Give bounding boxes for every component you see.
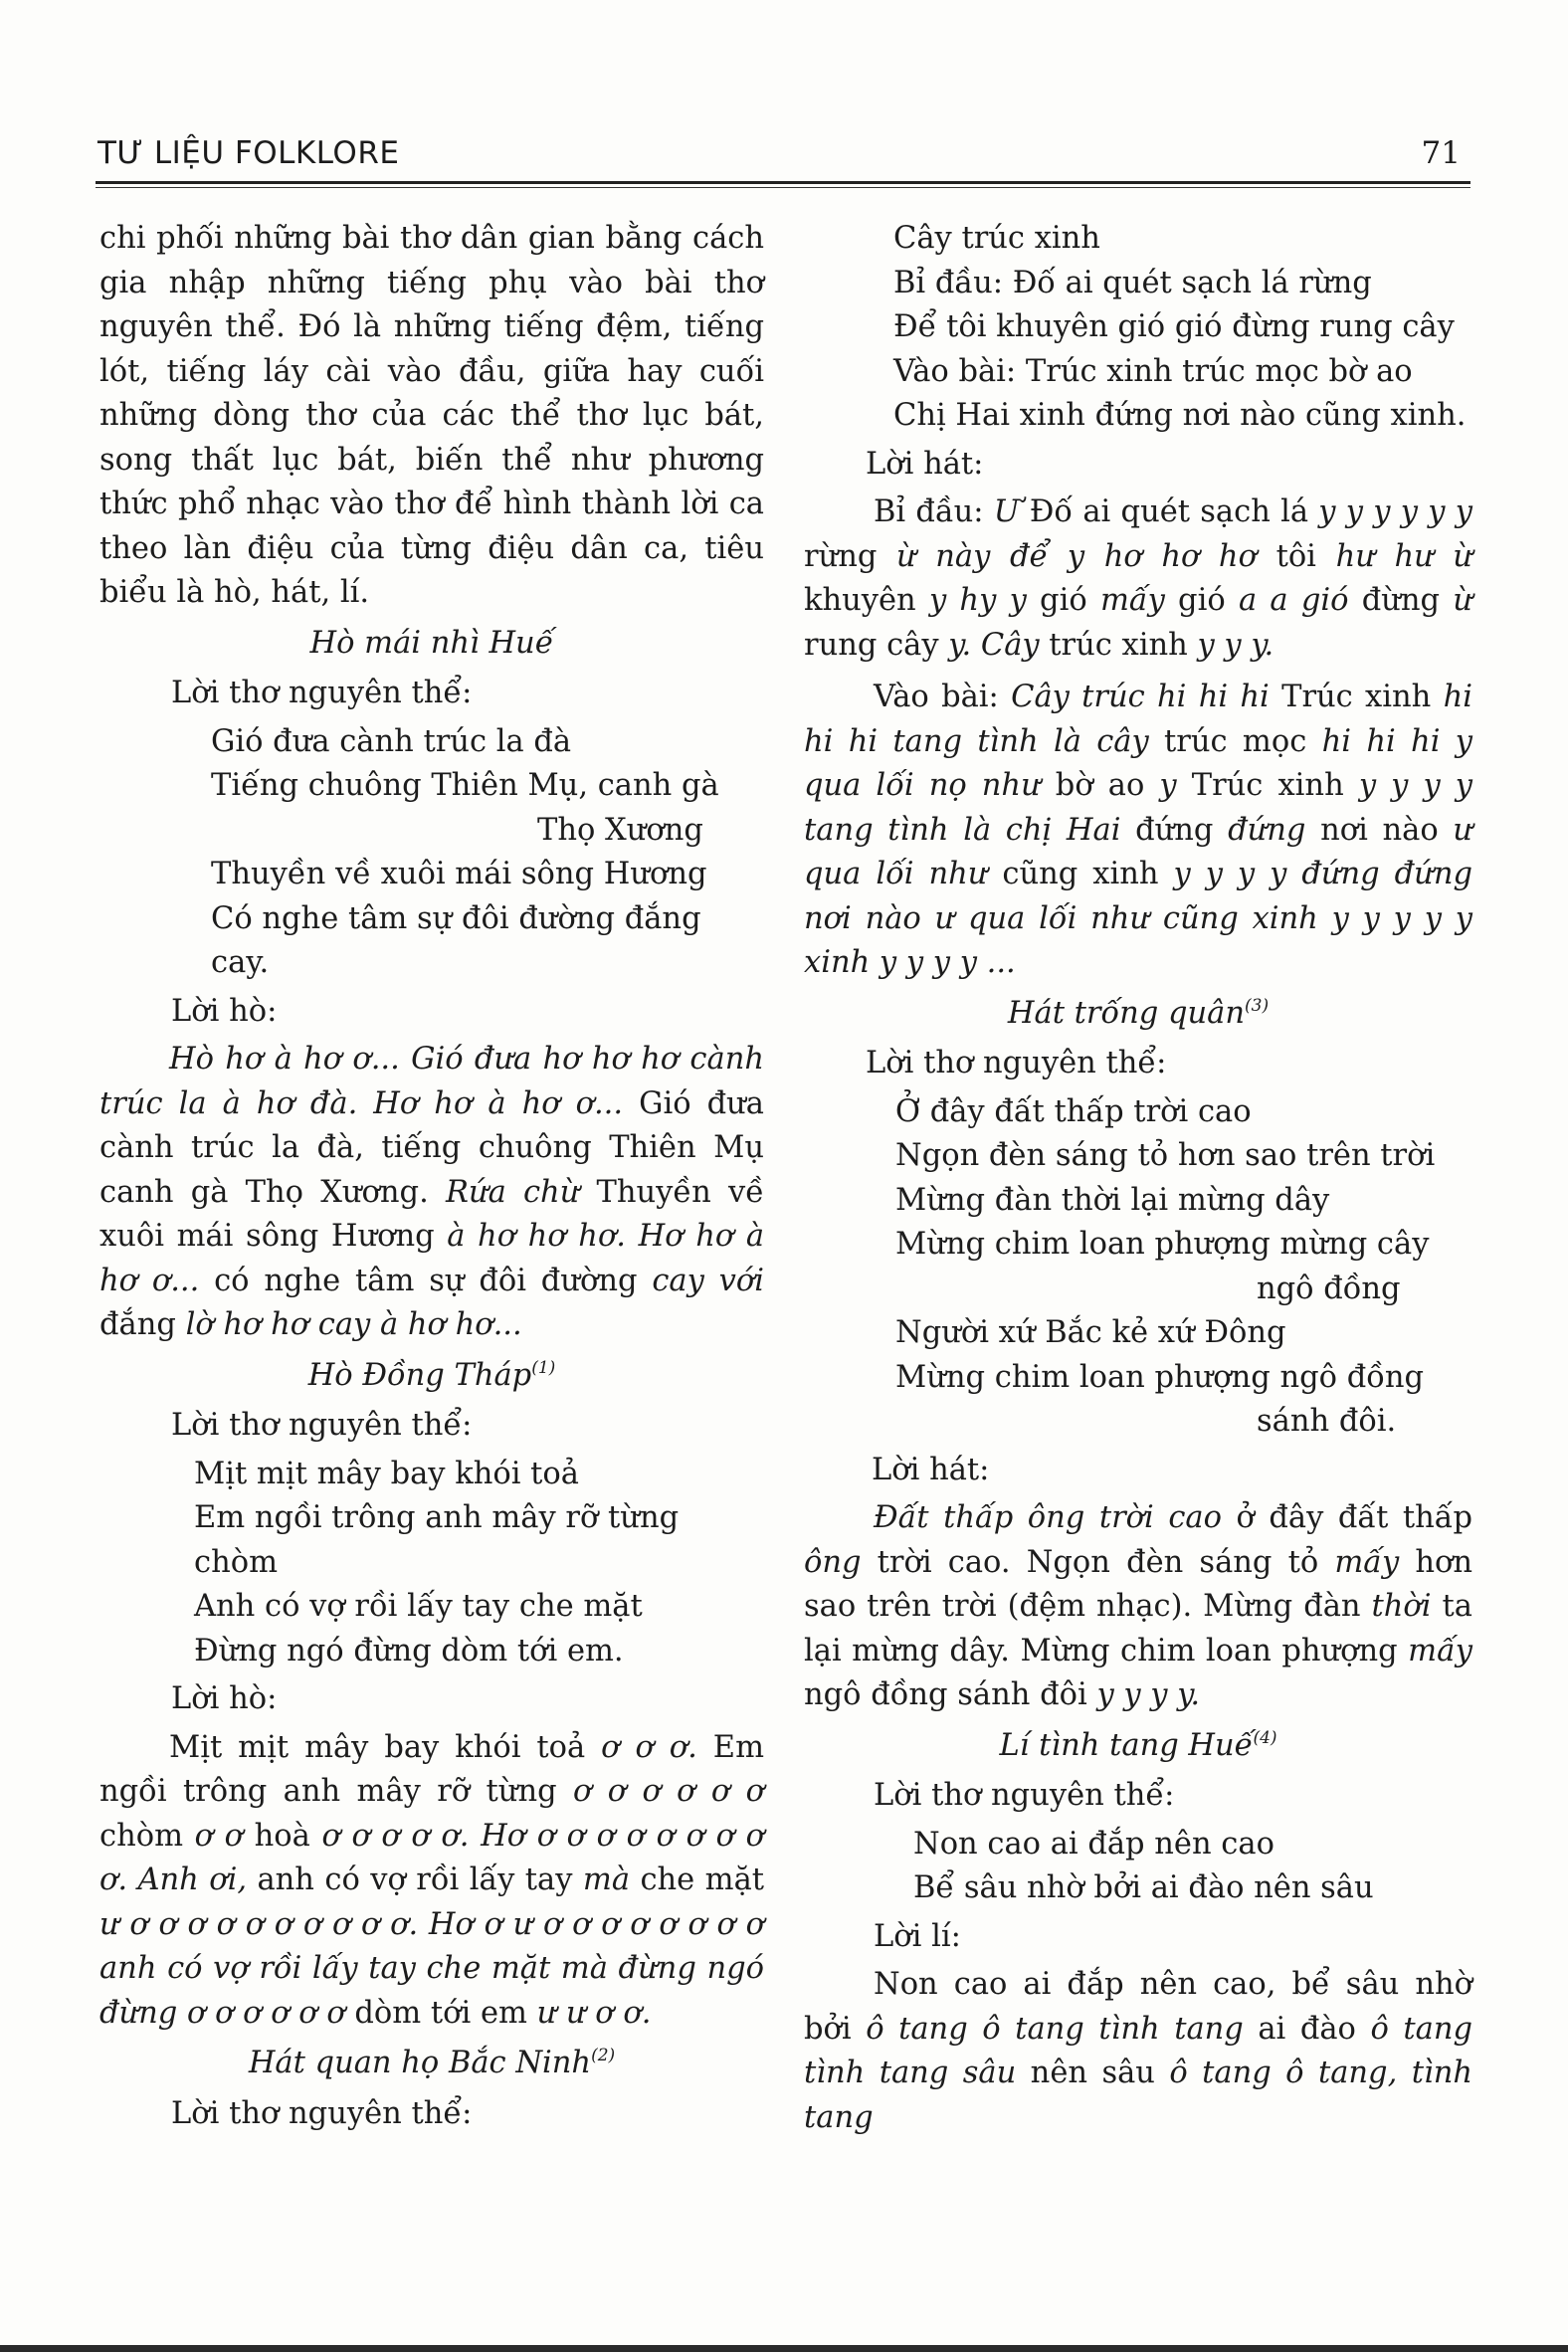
label-original-poem: Lời thơ nguyên thể: <box>874 1778 1175 1813</box>
label-original-poem: Lời thơ nguyên thể: <box>171 676 473 710</box>
verse-line: Chị Hai xinh đứng nơi nào cũng xinh. <box>893 398 1467 433</box>
verse-line: Vào bài: Trúc xinh trúc mọc bờ ao <box>893 353 1413 389</box>
intro-paragraph: chi phối những bài thơ dân gian bằng cách gia nhập những tiếng phụ vào bài thơ nguyên thể. Đó là những tiếng đệm, tiếng lót, tiếng láy cài vào đầu, giữa hay cuối những dòng thơ của các thể thơ lục bát, song thất lục bát, biến thể như phương thức phổ nhạc vào thơ để hình thành lời ca theo làn điệu của từng điệu dân ca, tiêu biểu là hò, hát, lí. <box>99 221 764 610</box>
scan-bottom-edge <box>0 2345 1568 2352</box>
verse-line: Ở đây đất thấp trời cao <box>895 1093 1252 1129</box>
sung-paragraph: Bỉ đầu: Ư Đố ai quét sạch lá y y y y y y rừng ừ này để y hơ hơ hơ tôi hư hư ừ khuyên y hy y gió mấy gió a a gió đừng ừ rung cây y. Cây trúc xinh y y y. <box>804 494 1473 663</box>
label-sung-lyrics: Lời lí: <box>874 1918 961 1954</box>
label-sung-lyrics: Lời hò: <box>171 1681 278 1716</box>
label-sung-lyrics: Lời hò: <box>171 993 278 1029</box>
footnote-ref: (4) <box>1253 1727 1277 1748</box>
label-original-poem: Lời thơ nguyên thể: <box>171 2095 473 2131</box>
right-column <box>804 217 1472 2140</box>
verse-line: Có nghe tâm sự đôi đường đắng cay. <box>211 900 701 980</box>
verse-line: Thọ Xương <box>537 812 703 848</box>
verse-line: Non cao ai đắp nên cao <box>913 1826 1274 1862</box>
header-rule <box>96 181 1470 184</box>
section-title-hat-quan-ho: Hát quan họ Bắc Ninh$^{(2)}$ <box>248 2046 616 2080</box>
label-original-poem: Lời thơ nguyên thể: <box>171 1408 473 1443</box>
verse-line: Bể sâu nhờ bởi ai đào nên sâu <box>913 1870 1374 1905</box>
verse-line: ngô đồng <box>1257 1271 1401 1306</box>
verse-block <box>804 217 1472 439</box>
sung-paragraph: Hò hơ à hơ ơ... Gió đưa hơ hơ hơ cành trúc la à hơ đà. Hơ hơ à hơ ơ... Gió đưa cành trúc la đà, tiếng chuông Thiên Mụ canh gà Thọ Xương. Rứa chừ Thuyền về xuôi mái sông Hương à hơ hơ hơ. Hơ hơ à hơ ơ... có nghe tâm sự đôi đường cay với đắng lờ hơ hơ cay à hơ hơ... <box>99 1042 764 1342</box>
header-rule-thin <box>96 187 1470 188</box>
footnote-ref: (3) <box>1245 995 1270 1016</box>
verse-line: Mịt mịt mây bay khói toả <box>194 1456 579 1491</box>
left-column <box>99 217 764 2140</box>
verse-line: Mừng chim loan phượng ngô đồng <box>895 1359 1425 1395</box>
label-sung-lyrics: Lời hát: <box>866 446 984 482</box>
sung-paragraph: Mịt mịt mây bay khói toả ơ ơ ơ. Em ngồi trông anh mây rỡ từng ơ ơ ơ ơ ơ ơ chòm ơ ơ hoà ơ ơ ơ ơ ơ. Hơ ơ ơ ơ ơ ơ ơ ơ ơ ơ. Anh ơi, anh có vợ rồi lấy tay mà che mặt ư ơ ơ ơ ơ ơ ơ ơ ơ ơ ơ. Hơ ơ ư ơ ơ ơ ơ ơ ơ ơ ơ anh có vợ rồi lấy tay che mặt mà đừng ngó đừng ơ ơ ơ ơ ơ ơ dòm tới em ư ư ơ ơ. <box>99 1729 765 2031</box>
label-sung-lyrics: Lời hát: <box>872 1452 990 1487</box>
verse-line: Tiếng chuông Thiên Mụ, canh gà <box>211 768 719 803</box>
footnote-ref: (1) <box>531 1357 556 1378</box>
section-title-ho-dong-thap: Hò Đồng Tháp$^{(1)}$ <box>307 1357 556 1393</box>
sung-paragraph: Non cao ai đắp nên cao, bể sâu nhờ bởi ô tang ô tang tình tang ai đào ô tang tình tang sâu nên sâu ô tang ô tang, tình tang <box>804 1967 1473 2135</box>
verse-block <box>804 1090 1472 1445</box>
label-original-poem: Lời thơ nguyên thể: <box>866 1046 1167 1080</box>
sung-paragraph: Vào bài: Cây trúc hi hi hi Trúc xinh hi hi hi tang tình là cây trúc mọc hi hi hi y qua lối nọ như bờ ao y Trúc xinh y y y y tang tình là chị Hai đứng đứng nơi nào ư qua lối như cũng xinh y y y y đứng đứng nơi nào ư qua lối như cũng xinh y y y y y xinh y y y y ... <box>804 680 1473 980</box>
section-title-hat-trong-quan: Hát trống quân$^{(3)}$ <box>1007 995 1270 1031</box>
verse-line: Gió đưa cành trúc la đà <box>211 723 572 759</box>
running-title: TƯ LIỆU FOLKLORE <box>98 135 400 171</box>
verse-line: Người xứ Bắc kẻ xứ Đông <box>895 1315 1286 1350</box>
page-number: 71 <box>1421 135 1461 171</box>
section-title-li-tinh-tang: Lí tình tang Huế$^{(4)}$ <box>999 1727 1277 1763</box>
page-header <box>98 135 1469 181</box>
verse-line: Anh có vợ rồi lấy tay che mặt <box>194 1589 643 1624</box>
verse-block <box>99 720 764 986</box>
verse-block <box>804 1823 1472 1911</box>
verse-line: Thuyền về xuôi mái sông Hương <box>211 857 707 891</box>
footnote-ref: (2) <box>591 2046 616 2065</box>
section-title-ho-mai-nhi-hue: Hò mái nhì Huế <box>309 625 554 661</box>
verse-line: Em ngồi trông anh mây rỡ từng chòm <box>194 1500 680 1580</box>
sung-paragraph: Đất thấp ông trời cao ở đây đất thấp ông trời cao. Ngọn đèn sáng tỏ mấy hơn sao trên trời (đệm nhạc). Mừng đàn thời ta lại mừng dây. Mừng chim loan phượng mấy ngô đồng sánh đôi y y y y. <box>804 1500 1472 1712</box>
verse-line: Bỉ đầu: Đố ai quét sạch lá rừng <box>893 265 1372 300</box>
verse-line: Cây trúc xinh <box>893 221 1100 256</box>
verse-line: Ngọn đèn sáng tỏ hơn sao trên trời <box>895 1138 1436 1173</box>
verse-line: sánh đôi. <box>1257 1404 1397 1439</box>
verse-line: Đừng ngó đừng dòm tới em. <box>194 1633 624 1668</box>
verse-line: Mừng đàn thời lại mừng dây <box>895 1182 1330 1218</box>
verse-line: Để tôi khuyên gió gió đừng rung cây <box>893 309 1455 344</box>
verse-block <box>99 1453 764 1674</box>
verse-line: Mừng chim loan phượng mừng cây <box>895 1227 1430 1262</box>
